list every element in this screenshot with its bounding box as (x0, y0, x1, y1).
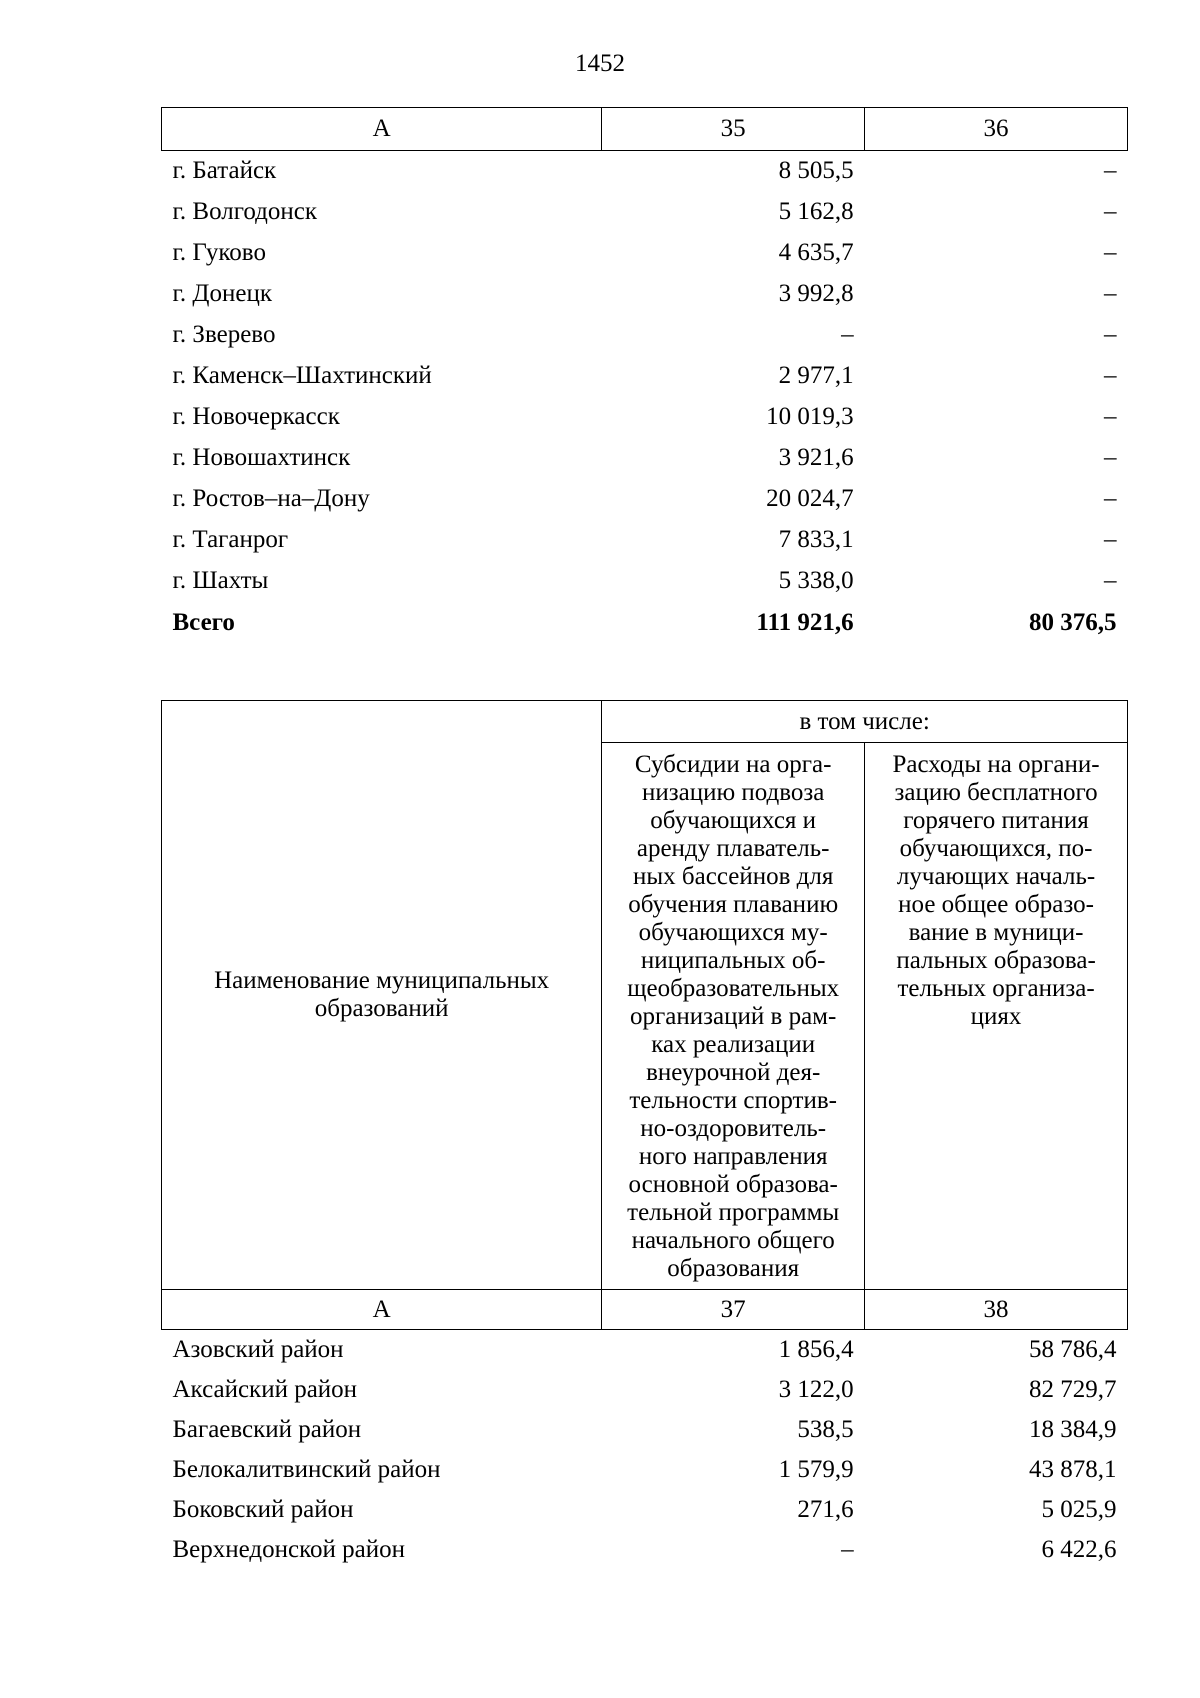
row-name: г. Новочеркасск (172, 403, 340, 430)
col-header-38: 38 (865, 1290, 1128, 1330)
col-header-37: 37 (602, 1290, 865, 1330)
table-row (162, 397, 1128, 438)
row-value-37: 538,5 (797, 1415, 854, 1443)
row-value-38: 58 786,4 (1029, 1335, 1117, 1363)
total-value-36: 80 376,5 (1029, 609, 1117, 636)
table-row (162, 520, 1128, 561)
row-name: Белокалитвинский район (172, 1455, 441, 1483)
row-name: Верхнедонской район (172, 1535, 405, 1563)
table-row (162, 438, 1128, 479)
including-header: в том числе: (602, 701, 1128, 743)
row-name: Боковский район (172, 1495, 354, 1523)
total-value-35: 111 921,6 (756, 609, 854, 636)
row-name: Аксайский район (172, 1375, 358, 1403)
row-value-36: – (1104, 362, 1117, 389)
row-value-37: 3 122,0 (778, 1375, 854, 1403)
row-value-35: 2 977,1 (778, 362, 854, 389)
row-value-36: – (1104, 157, 1117, 185)
row-value-37: 271,6 (797, 1495, 854, 1523)
col-header-a: А (162, 108, 602, 151)
table-row (162, 1330, 1128, 1370)
page-number: 1452 (575, 50, 625, 77)
total-row (162, 602, 1128, 645)
row-name: г. Батайск (172, 157, 277, 185)
row-name: г. Таганрог (172, 526, 289, 553)
table-row (162, 1410, 1128, 1450)
row-value-38: 82 729,7 (1029, 1375, 1117, 1403)
row-value-38: 43 878,1 (1029, 1455, 1117, 1483)
row-name: г. Гуково (172, 239, 266, 266)
col-37-title: Субсидии на орга- низацию подвоза обучающихся и аренду плаватель- ных бассейнов для обучения плаванию обучающихся му- ниципальных об- щеобразовательных организаций в рам- ках реализации внеурочной дея- тельности спортив- но-оздоровитель- ного направления основной образова- тельной программы начального общего образования (602, 743, 865, 1290)
row-value-36: – (1104, 280, 1117, 307)
row-name: г. Каменск–Шахтинский (172, 362, 432, 389)
row-name: г. Донецк (172, 280, 272, 307)
table-row (162, 274, 1128, 315)
row-value-35: 7 833,1 (778, 526, 854, 553)
table-row (162, 1530, 1128, 1570)
row-name: г. Ростов–на–Дону (172, 485, 370, 512)
row-value-36: – (1104, 239, 1117, 266)
row-value-36: – (1104, 485, 1117, 512)
row-name: г. Шахты (172, 567, 269, 594)
row-value-36: – (1104, 567, 1117, 594)
table-row (162, 1450, 1128, 1490)
row-value-37: – (841, 1535, 854, 1563)
table-row (162, 315, 1128, 356)
row-value-36: – (1104, 403, 1117, 430)
row-value-36: – (1104, 444, 1117, 471)
table-row (162, 1370, 1128, 1410)
row-value-37: 1 579,9 (778, 1455, 854, 1483)
row-value-37: 1 856,4 (778, 1335, 854, 1363)
row-value-36: – (1104, 526, 1117, 553)
table-row (162, 479, 1128, 520)
col-header-36: 36 (865, 108, 1128, 151)
row-name: Азовский район (172, 1335, 344, 1363)
row-value-35: 20 024,7 (766, 485, 854, 512)
col-38-title: Расходы на органи- зацию бесплатного горячего питания обучающихся, по- лучающих началь- ное общее образо- вание в муници- пальных образова- тельных организа- циях (865, 743, 1128, 1290)
row-value-35: 4 635,7 (778, 239, 854, 266)
col-a-title: Наименование муниципальных образований (162, 701, 602, 1290)
col-header-a: А (162, 1290, 602, 1330)
table-row (162, 192, 1128, 233)
row-value-35: 10 019,3 (766, 403, 854, 430)
row-value-35: 3 992,8 (778, 280, 854, 307)
table-row (162, 151, 1128, 192)
table-row (162, 561, 1128, 602)
table-bottom-header (162, 1290, 1128, 1330)
row-value-38: 18 384,9 (1029, 1415, 1117, 1443)
row-value-38: 6 422,6 (1041, 1535, 1117, 1563)
row-name: Багаевский район (172, 1415, 362, 1443)
row-name: г. Зверево (172, 321, 276, 348)
row-value-35: 8 505,5 (778, 157, 854, 185)
table-bottom (161, 700, 1128, 1570)
table-row (162, 356, 1128, 397)
row-value-36: – (1104, 198, 1117, 225)
total-label: Всего (172, 609, 235, 636)
row-value-35: 3 921,6 (778, 444, 854, 471)
row-name: г. Волгодонск (172, 198, 318, 225)
row-value-35: 5 162,8 (778, 198, 854, 225)
row-value-35: 5 338,0 (778, 567, 854, 594)
row-name: г. Новошахтинск (172, 444, 351, 471)
col-header-35: 35 (602, 108, 865, 151)
row-value-36: – (1104, 321, 1117, 348)
table-row (162, 233, 1128, 274)
table-top (161, 107, 1128, 645)
table-row (162, 1490, 1128, 1530)
row-value-35: – (841, 321, 854, 348)
table-top-header (162, 108, 1128, 151)
row-value-38: 5 025,9 (1041, 1495, 1117, 1523)
